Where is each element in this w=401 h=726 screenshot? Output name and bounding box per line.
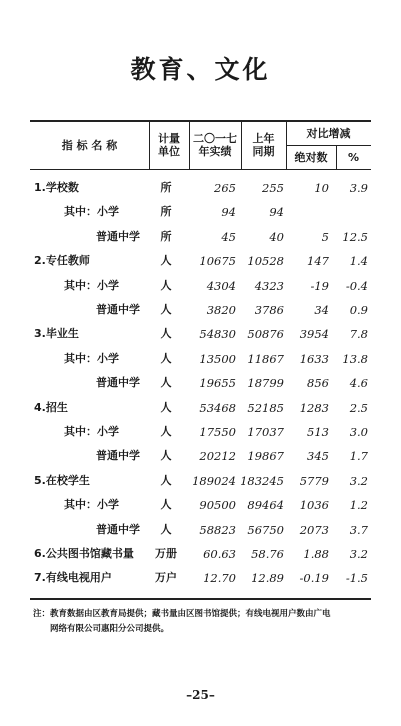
row-current-value: 94 xyxy=(221,205,236,220)
table-row xyxy=(30,176,371,200)
row-absolute-change: 1036 xyxy=(299,498,329,513)
header-compare: 对比增减 xyxy=(306,127,351,140)
row-current-value: 45 xyxy=(221,229,236,244)
row-percent-change: -1.5 xyxy=(345,571,368,586)
row-prev-value: 52185 xyxy=(247,400,284,415)
row-prev-value: 58.76 xyxy=(251,547,284,561)
row-name: 2.专任教师 xyxy=(34,254,90,268)
row-unit: 人 xyxy=(160,327,172,341)
row-prev-value: 10528 xyxy=(247,254,284,269)
row-absolute-change: 34 xyxy=(314,303,329,317)
row-current-value: 189024 xyxy=(192,473,236,488)
row-name: 普通中学 xyxy=(96,303,140,316)
row-name: 其中：小学 xyxy=(64,205,119,219)
row-percent-change: 3.2 xyxy=(349,473,368,488)
header-indicator: 指 标 名 称 xyxy=(61,139,118,152)
header-current xyxy=(189,132,241,158)
header-bottom-rule xyxy=(30,169,371,170)
row-unit: 万册 xyxy=(155,547,177,560)
row-percent-change: 13.8 xyxy=(342,351,368,366)
row-absolute-change: 3954 xyxy=(299,327,329,342)
row-current-value: 17550 xyxy=(199,425,236,439)
row-prev-value: 89464 xyxy=(247,498,284,513)
row-name: 普通中学 xyxy=(96,229,140,243)
row-current-value: 54830 xyxy=(199,327,236,342)
row-absolute-change: 856 xyxy=(307,376,329,391)
table-row xyxy=(30,200,371,224)
row-name: 其中：小学 xyxy=(64,425,119,438)
table-row xyxy=(30,347,371,371)
footnote-line1: 注：教育数据由区教育局提供；藏书量由区图书馆提供；有线电视用户数由广电 xyxy=(33,609,331,619)
row-percent-change: 3.0 xyxy=(349,425,368,439)
table-row xyxy=(30,225,371,249)
footnote-line2: 网络有限公司惠阳分公司提供。 xyxy=(50,624,170,634)
row-percent-change: 3.7 xyxy=(349,522,368,537)
row-unit: 人 xyxy=(160,376,172,390)
table-top-rule xyxy=(30,120,371,122)
row-prev-value: 94 xyxy=(269,205,284,220)
row-name: 普通中学 xyxy=(96,522,140,536)
table-row xyxy=(30,444,371,468)
row-unit: 所 xyxy=(160,229,172,243)
header-prev xyxy=(241,132,286,158)
row-prev-value: 11867 xyxy=(247,351,284,366)
row-current-value: 4304 xyxy=(206,278,236,293)
row-unit: 人 xyxy=(160,303,172,316)
table-row xyxy=(30,566,371,590)
table-row xyxy=(30,322,371,346)
row-current-value: 19655 xyxy=(199,376,236,391)
row-prev-value: 18799 xyxy=(247,376,284,391)
table-row xyxy=(30,469,371,493)
row-absolute-change: 1283 xyxy=(299,400,329,415)
compare-subrule xyxy=(286,145,371,146)
row-current-value: 20212 xyxy=(199,449,236,464)
row-current-value: 10675 xyxy=(199,254,236,269)
row-absolute-change: 147 xyxy=(307,254,329,269)
row-current-value: 58823 xyxy=(199,522,236,537)
row-absolute-change: 345 xyxy=(307,449,329,464)
row-unit: 人 xyxy=(160,351,172,365)
row-name: 4.招生 xyxy=(34,400,68,414)
row-prev-value: 56750 xyxy=(247,522,284,537)
row-absolute-change: -19 xyxy=(310,278,329,293)
row-name: 7.有线电视用户 xyxy=(34,571,112,585)
row-absolute-change: 10 xyxy=(314,181,329,195)
row-prev-value: 255 xyxy=(262,181,284,195)
row-percent-change: 3.9 xyxy=(349,181,368,195)
page-title: 教育、文化 xyxy=(130,55,271,84)
row-name: 3.毕业生 xyxy=(34,327,79,341)
row-absolute-change: 5779 xyxy=(299,473,329,488)
row-percent-change: 0.9 xyxy=(349,303,368,317)
row-unit: 人 xyxy=(160,473,172,487)
row-unit: 万户 xyxy=(155,571,177,585)
row-current-value: 265 xyxy=(214,181,236,195)
row-absolute-change: 1633 xyxy=(299,351,329,366)
row-absolute-change: 513 xyxy=(307,425,329,439)
row-prev-value: 4323 xyxy=(254,278,284,293)
table-row xyxy=(30,542,371,566)
header-current-line1: 二〇一七 xyxy=(193,132,237,145)
row-absolute-change: 5 xyxy=(321,229,329,244)
row-absolute-change: 2073 xyxy=(299,522,329,537)
row-absolute-change: -0.19 xyxy=(299,571,329,586)
row-name: 其中：小学 xyxy=(64,498,119,512)
row-prev-value: 12.89 xyxy=(251,571,284,586)
header-unit-line2: 单位 xyxy=(158,145,180,158)
row-prev-value: 17037 xyxy=(247,425,284,439)
row-name: 其中：小学 xyxy=(64,351,119,365)
row-percent-change: 4.6 xyxy=(349,376,368,391)
row-current-value: 90500 xyxy=(199,498,236,513)
table-row xyxy=(30,518,371,542)
row-unit: 人 xyxy=(160,278,172,292)
table-row xyxy=(30,493,371,517)
header-prev-line1: 上年 xyxy=(252,132,275,145)
table-row xyxy=(30,274,371,298)
row-unit: 人 xyxy=(160,522,172,536)
row-unit: 人 xyxy=(160,425,172,438)
table-row xyxy=(30,298,371,322)
row-name: 普通中学 xyxy=(96,376,140,390)
row-percent-change: 12.5 xyxy=(342,229,368,244)
header-absolute: 绝对数 xyxy=(294,151,328,164)
header-current-line2: 年实绩 xyxy=(198,145,232,158)
row-current-value: 60.63 xyxy=(203,547,236,561)
page-number: –25– xyxy=(186,688,215,702)
row-name: 5.在校学生 xyxy=(34,473,90,487)
table-row xyxy=(30,371,371,395)
row-name: 6.公共图书馆藏书量 xyxy=(34,547,134,560)
row-percent-change: 2.5 xyxy=(349,400,368,415)
row-prev-value: 183245 xyxy=(240,473,284,488)
row-percent-change: 3.2 xyxy=(349,547,368,561)
row-percent-change: 1.7 xyxy=(349,449,368,464)
row-percent-change: 1.4 xyxy=(349,254,368,269)
row-unit: 人 xyxy=(160,498,172,512)
table-row xyxy=(30,396,371,420)
row-absolute-change: 1.88 xyxy=(303,547,329,561)
row-current-value: 13500 xyxy=(199,351,236,366)
row-unit: 所 xyxy=(160,205,172,219)
row-unit: 人 xyxy=(160,400,172,414)
header-prev-line2: 同期 xyxy=(252,145,275,158)
row-percent-change: -0.4 xyxy=(345,278,368,293)
header-unit-line1: 计量 xyxy=(158,132,180,145)
row-unit: 所 xyxy=(160,181,172,194)
row-current-value: 53468 xyxy=(199,400,236,415)
row-prev-value: 19867 xyxy=(247,449,284,464)
row-current-value: 12.70 xyxy=(203,571,236,586)
row-name: 其中：小学 xyxy=(64,278,119,292)
row-percent-change: 7.8 xyxy=(349,327,368,342)
row-unit: 人 xyxy=(160,449,172,463)
table-bottom-rule xyxy=(30,598,371,600)
row-name: 1.学校数 xyxy=(34,181,79,194)
header-unit xyxy=(149,132,189,158)
row-current-value: 3820 xyxy=(206,303,236,317)
table-row xyxy=(30,420,371,444)
footnote xyxy=(33,607,373,637)
table-row xyxy=(30,249,371,273)
row-percent-change: 1.2 xyxy=(349,498,368,513)
header-percent: % xyxy=(347,151,360,164)
row-prev-value: 40 xyxy=(269,229,284,244)
row-name: 普通中学 xyxy=(96,449,140,463)
row-unit: 人 xyxy=(160,254,172,268)
row-prev-value: 50876 xyxy=(247,327,284,342)
row-prev-value: 3786 xyxy=(254,303,284,317)
